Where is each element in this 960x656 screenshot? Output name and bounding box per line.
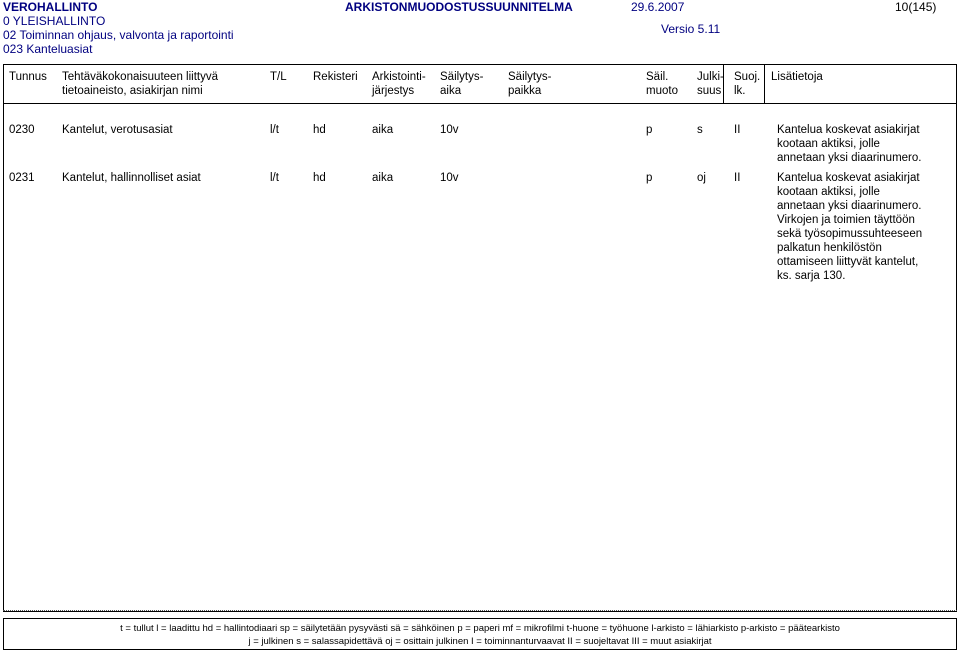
col-header-paikka: Säilytys- paikka [508, 71, 552, 97]
row-tl: l/t [270, 172, 279, 184]
page-number: 10(145) [895, 0, 937, 14]
row-notes: Kantelua koskevat asiakirjat kootaan aktiksi, jolle annetaan yksi diaarinumero. Virkojen ja toimien täyttöön sekä työsopimussuhteeseen palkatun henkilöstön ottamiseen liittyvät kantelut, ks. sarja 130. [777, 172, 923, 282]
row-aika: 10v [440, 124, 459, 136]
row-jarjestys: aika [372, 124, 394, 136]
row-aika: 10v [440, 172, 459, 184]
legend-line-2: j = julkinen s = salassapidettävä oj = osittain julkinen I = toiminnanturvaavat II = suojeltavat III = muut asiakirjat [248, 636, 712, 647]
unit-name: 0 YLEISHALLINTO [3, 14, 106, 28]
row-tunnus: 0231 [9, 172, 35, 184]
col-header-rekisteri: Rekisteri [313, 71, 358, 83]
row-muoto: p [646, 124, 653, 136]
subsection-name: 023 Kanteluasiat [3, 42, 93, 56]
column-divider-suoj [764, 64, 765, 103]
legend-line-1: t = tullut l = laadittu hd = hallintodiaari sp = säilytetään pysyvästi sä = sähköinen p = paperi mf = mikrofilmi t-huone = työhuone l-arkisto = lähiarkisto p-arkisto = päätearkisto [120, 623, 840, 634]
table-bottom-dotted [3, 610, 957, 611]
document-date: 29.6.2007 [631, 0, 685, 14]
org-name: VEROHALLINTO [3, 0, 98, 14]
col-header-aika: Säilytys- aika [440, 71, 484, 97]
col-header-muoto: Säil. muoto [646, 71, 678, 97]
section-name: 02 Toiminnan ohjaus, valvonta ja raportointi [3, 28, 234, 42]
col-header-julkisuus: Julki- suus [697, 71, 724, 97]
row-julkisuus: s [697, 124, 703, 136]
row-tl: l/t [270, 124, 279, 136]
row-julkisuus: oj [697, 172, 706, 184]
col-header-lisatietoja: Lisätietoja [771, 71, 823, 83]
row-jarjestys: aika [372, 172, 394, 184]
document-title: ARKISTONMUODOSTUSSUUNNITELMA [345, 0, 573, 14]
header-separator [3, 103, 957, 104]
col-header-jarjestys: Arkistointi- järjestys [372, 71, 426, 97]
legend-box [3, 618, 957, 650]
row-tunnus: 0230 [9, 124, 35, 136]
col-header-tl: T/L [270, 71, 287, 83]
row-notes: Kantelua koskevat asiakirjat kootaan aktiksi, jolle annetaan yksi diaarinumero. [777, 124, 922, 164]
row-name: Kantelut, verotusasiat [62, 124, 173, 136]
version-label: Versio 5.11 [661, 22, 721, 36]
col-header-tunnus: Tunnus [9, 71, 47, 83]
col-header-name: Tehtäväkokonaisuuteen liittyvä tietoaineisto, asiakirjan nimi [62, 71, 218, 97]
row-rekisteri: hd [313, 124, 326, 136]
row-name: Kantelut, hallinnolliset asiat [62, 172, 201, 184]
row-suoj: II [734, 124, 741, 136]
col-header-suoj: Suoj. lk. [734, 71, 761, 97]
row-suoj: II [734, 172, 741, 184]
row-muoto: p [646, 172, 653, 184]
row-rekisteri: hd [313, 172, 326, 184]
